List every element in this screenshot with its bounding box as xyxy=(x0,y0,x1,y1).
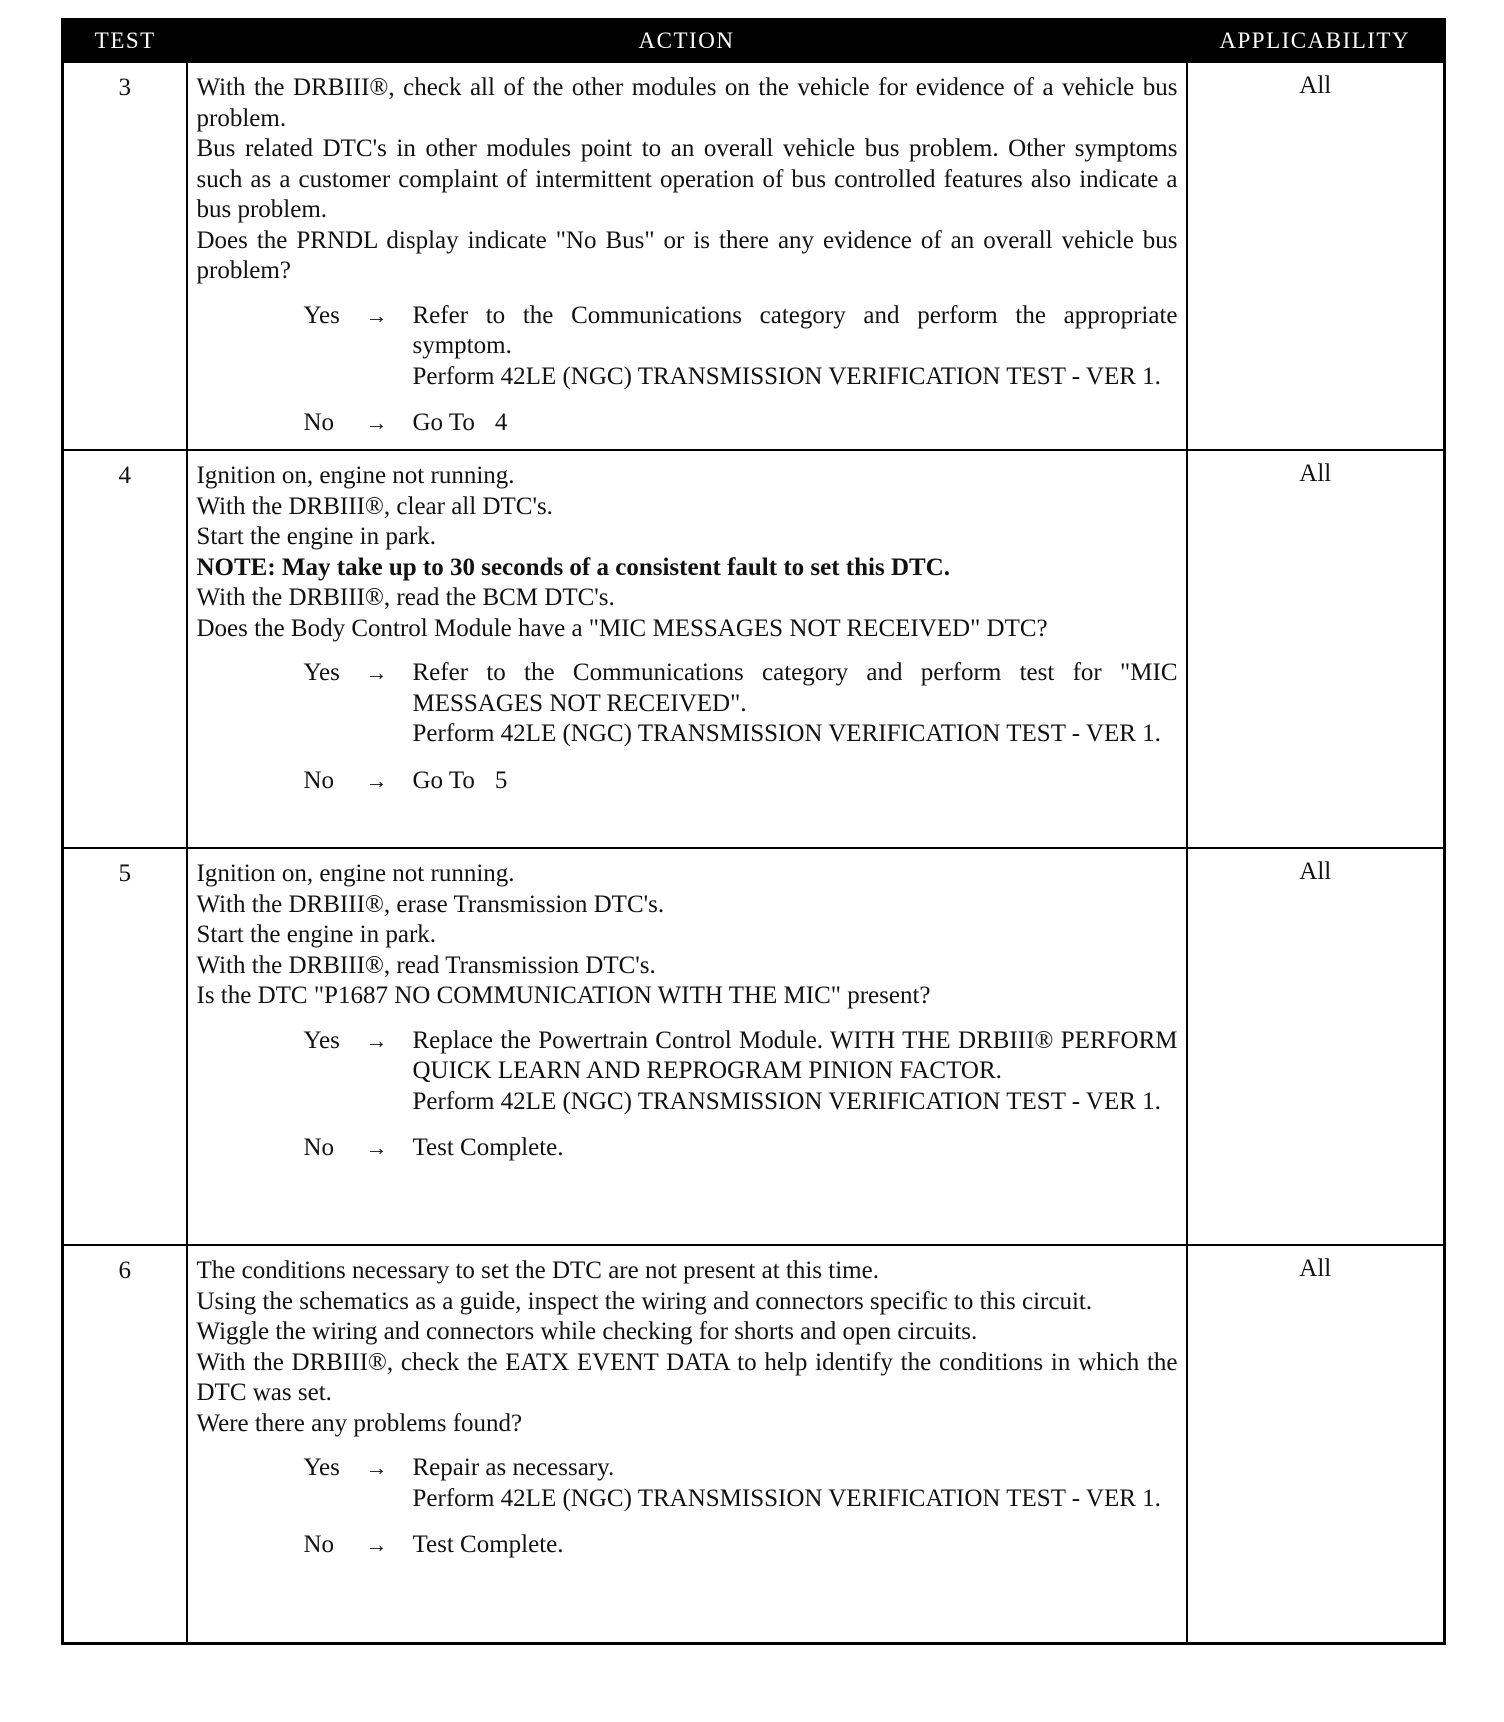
outcome-yes xyxy=(304,1026,1178,1118)
action-line: With the DRBIII®, read Transmission DTC's. xyxy=(196,951,656,979)
outcome-no xyxy=(304,408,1178,439)
action-line: With the DRBIII®, check the EATX EVENT DATA to help identify the conditions in which the DTC was set. xyxy=(196,1348,1178,1406)
applicability-value: All xyxy=(1187,62,1445,450)
action-line: Wiggle the wiring and connectors while checking for shorts and open circuits. xyxy=(196,1318,978,1345)
action-line: Is the DTC "P1687 NO COMMUNICATION WITH THE MIC" present? xyxy=(196,982,931,1009)
action-line: Does the Body Control Module have a "MIC MESSAGES NOT RECEIVED" DTC? xyxy=(196,614,1048,642)
table-header xyxy=(63,20,1445,63)
goto-test-link[interactable]: 5 xyxy=(494,766,508,794)
action-line: Does the PRNDL display indicate "No Bus" or is there any evidence of an overall vehicle bus problem? xyxy=(196,226,1178,284)
table-row xyxy=(63,1245,1445,1643)
goto-text: Go To xyxy=(412,409,475,436)
arrow-right-icon: → xyxy=(365,660,388,685)
outcome-yes xyxy=(304,658,1178,750)
goto-test-link[interactable]: 4 xyxy=(494,409,508,436)
yes-action-line: Repair as necessary. xyxy=(412,1454,615,1481)
outcome-no xyxy=(304,1133,1178,1164)
no-label: No xyxy=(303,1531,335,1558)
arrow-right-icon: → xyxy=(365,1532,388,1557)
action-line: Start the engine in park. xyxy=(196,523,437,550)
yes-label: Yes xyxy=(303,659,340,686)
goto-text: Go To xyxy=(412,766,475,794)
no-label: No xyxy=(303,409,335,436)
yes-action-line: Refer to the Communications category and perform the appropriate symptom. xyxy=(412,301,1178,359)
arrow-right-icon: → xyxy=(365,302,388,328)
no-label: No xyxy=(303,1134,335,1161)
action-line: With the DRBIII®, erase Transmission DTC's. xyxy=(196,890,665,918)
test-number: 4 xyxy=(63,450,187,848)
arrow-right-icon: → xyxy=(365,1135,388,1160)
action-cell xyxy=(187,62,1187,450)
yes-action-line: Perform 42LE (NGC) TRANSMISSION VERIFICATION TEST - VER 1. xyxy=(412,1484,1161,1512)
action-cell xyxy=(187,450,1187,848)
yes-label: Yes xyxy=(303,301,340,329)
action-line: With the DRBIII®, clear all DTC's. xyxy=(196,492,553,520)
arrow-right-icon: → xyxy=(365,1455,388,1480)
action-line: Using the schematics as a guide, inspect the wiring and connectors specific to this circuit. xyxy=(196,1287,1093,1315)
outcome-yes xyxy=(304,301,1178,393)
test-number: 5 xyxy=(63,848,187,1245)
table-row xyxy=(63,62,1445,450)
action-line: With the DRBIII®, read the BCM DTC's. xyxy=(196,584,615,611)
test-number: 6 xyxy=(63,1245,187,1643)
diagnostic-test-table xyxy=(61,18,1446,1645)
table-row xyxy=(63,848,1445,1245)
action-line: Ignition on, engine not running. xyxy=(196,462,515,489)
action-line: Bus related DTC's in other modules point to an overall vehicle bus problem. Other symptoms such as a customer complaint of intermittent operation of bus controlled features also indicate a bus problem. xyxy=(196,135,1178,223)
header-action: ACTION xyxy=(187,20,1187,63)
test-number: 3 xyxy=(63,62,187,450)
arrow-right-icon: → xyxy=(365,767,388,793)
action-line: Ignition on, engine not running. xyxy=(196,860,515,887)
outcome-no xyxy=(304,1530,1178,1561)
action-line: The conditions necessary to set the DTC are not present at this time. xyxy=(196,1257,879,1284)
yes-label: Yes xyxy=(303,1454,340,1481)
action-cell xyxy=(187,1245,1187,1643)
action-line: Were there any problems found? xyxy=(196,1409,523,1437)
outcome-no xyxy=(304,766,1178,797)
header-test: TEST xyxy=(63,20,187,63)
outcome-yes xyxy=(304,1453,1178,1514)
no-action-text: Test Complete. xyxy=(412,1134,564,1161)
action-cell xyxy=(187,848,1187,1245)
action-line: Start the engine in park. xyxy=(196,921,437,948)
yes-action-line: Perform 42LE (NGC) TRANSMISSION VERIFICATION TEST - VER 1. xyxy=(412,720,1161,747)
yes-label: Yes xyxy=(303,1026,340,1054)
header-applicability: APPLICABILITY xyxy=(1187,20,1445,63)
arrow-right-icon: → xyxy=(365,1027,388,1053)
table-row xyxy=(63,450,1445,848)
applicability-value: All xyxy=(1187,1245,1445,1643)
no-action-text: Test Complete. xyxy=(412,1531,564,1558)
applicability-value: All xyxy=(1187,848,1445,1245)
yes-action-line: Replace the Powertrain Control Module. WITH THE DRBIII® PERFORM QUICK LEARN AND REPROGRAM PINION FACTOR. xyxy=(412,1026,1178,1084)
note-text: NOTE: May take up to 30 seconds of a consistent fault to set this DTC. xyxy=(196,553,950,581)
no-label: No xyxy=(303,766,335,794)
yes-action-line: Perform 42LE (NGC) TRANSMISSION VERIFICATION TEST - VER 1. xyxy=(412,362,1161,390)
arrow-right-icon: → xyxy=(365,410,388,435)
applicability-value: All xyxy=(1187,450,1445,848)
yes-action-line: Perform 42LE (NGC) TRANSMISSION VERIFICATION TEST - VER 1. xyxy=(412,1087,1161,1115)
yes-action-line: Refer to the Communications category and perform test for "MIC MESSAGES NOT RECEIVED". xyxy=(412,659,1178,717)
action-line: With the DRBIII®, check all of the other modules on the vehicle for evidence of a vehicle bus problem. xyxy=(196,74,1178,132)
